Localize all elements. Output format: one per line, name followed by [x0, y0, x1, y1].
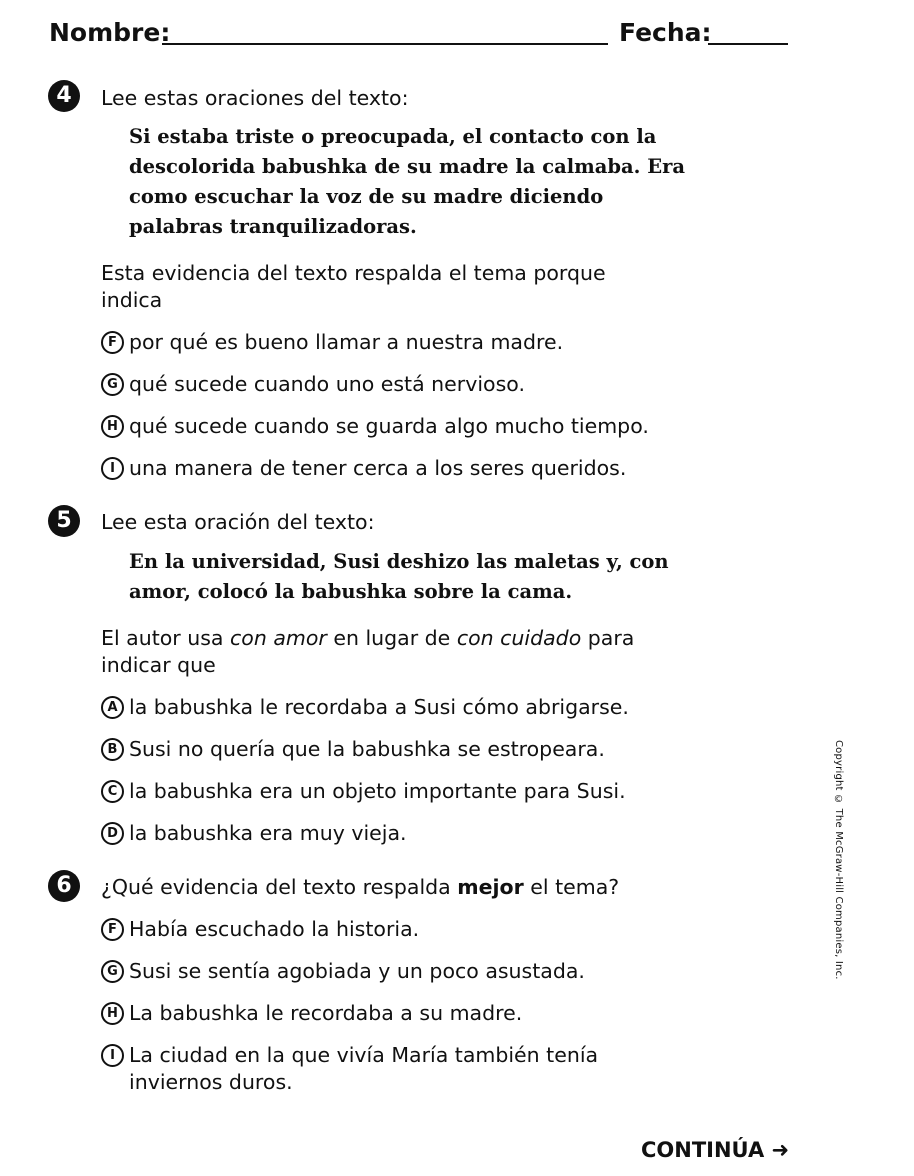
option-letter-circle: I [101, 1044, 124, 1067]
copyright-notice: Copyright © The McGraw-Hill Companies, Inc. [833, 740, 844, 980]
option-text: la babushka era un objeto importante para Susi. [129, 779, 626, 803]
question-4-option-f[interactable] [101, 329, 681, 356]
option-letter-circle: G [101, 373, 124, 396]
question-4-option-i[interactable] [101, 455, 681, 482]
option-letter-circle: D [101, 822, 124, 845]
prompt-emphasis: mejor [457, 875, 524, 899]
option-letter-circle: G [101, 960, 124, 983]
name-field-line[interactable] [162, 43, 608, 45]
option-text: una manera de tener cerca a los seres queridos. [129, 456, 627, 480]
stem-text: en lugar de [326, 626, 457, 650]
prompt-text: ¿Qué evidencia del texto respalda [101, 875, 458, 899]
option-letter-circle: C [101, 780, 124, 803]
question-5-option-b[interactable] [101, 736, 681, 763]
question-5-stem [101, 625, 671, 679]
question-4-stem: Esta evidencia del texto respalda el tema porque indica [101, 261, 606, 312]
question-6-prompt [101, 874, 619, 901]
option-letter-circle: F [101, 331, 124, 354]
option-text: La ciudad en la que vivía María también tenía inviernos duros. [129, 1043, 599, 1094]
option-letter-circle: I [101, 457, 124, 480]
option-text: la babushka le recordaba a Susi cómo abrigarse. [129, 695, 629, 719]
question-5-number: 5 [48, 505, 80, 537]
stem-emphasis: con amor [230, 626, 327, 650]
question-5-option-c[interactable] [101, 778, 681, 805]
option-letter-circle: B [101, 738, 124, 761]
question-4-option-g[interactable] [101, 371, 681, 398]
date-field-line[interactable] [708, 43, 788, 45]
question-5-option-a[interactable] [101, 694, 681, 721]
option-text: Susi se sentía agobiada y un poco asustada. [129, 959, 585, 983]
question-5-prompt: Lee esta oración del texto: [101, 510, 375, 534]
option-text: qué sucede cuando uno está nervioso. [129, 372, 525, 396]
option-letter-circle: F [101, 918, 124, 941]
question-6-option-h[interactable] [101, 1000, 681, 1027]
option-text: La babushka le recordaba a su madre. [129, 1001, 523, 1025]
prompt-text: el tema? [523, 875, 620, 899]
question-4-quote: Si estaba triste o preocupada, el contacto con la descolorida babushka de su madre la calmaba. Era como escuchar la voz de su madre diciendo palabras tranquilizadoras. [129, 125, 686, 238]
continue-indicator: CONTINÚA ➜ [641, 1138, 790, 1162]
date-label: Fecha: [619, 18, 712, 47]
option-text: la babushka era muy vieja. [129, 821, 407, 845]
question-5-quote: En la universidad, Susi deshizo las maletas y, con amor, colocó la babushka sobre la cama. [129, 550, 669, 603]
option-text: Susi no quería que la babushka se estropeara. [129, 737, 605, 761]
question-4-number: 4 [48, 80, 80, 112]
question-6-number: 6 [48, 870, 80, 902]
question-4-option-h[interactable] [101, 413, 681, 440]
option-text: por qué es bueno llamar a nuestra madre. [129, 330, 564, 354]
question-6-option-i[interactable] [101, 1042, 641, 1096]
option-letter-circle: H [101, 1002, 124, 1025]
stem-emphasis: con cuidado [456, 626, 582, 650]
stem-text: El autor usa [101, 626, 230, 650]
question-4-prompt: Lee estas oraciones del texto: [101, 86, 409, 110]
option-letter-circle: A [101, 696, 124, 719]
option-letter-circle: H [101, 415, 124, 438]
question-5-option-d[interactable] [101, 820, 681, 847]
question-6-option-f[interactable] [101, 916, 681, 943]
option-text: Había escuchado la historia. [129, 917, 420, 941]
stem-text: para indicar que [101, 626, 635, 677]
question-6-option-g[interactable] [101, 958, 681, 985]
option-text: qué sucede cuando se guarda algo mucho tiempo. [129, 414, 649, 438]
name-label: Nombre: [49, 18, 171, 47]
